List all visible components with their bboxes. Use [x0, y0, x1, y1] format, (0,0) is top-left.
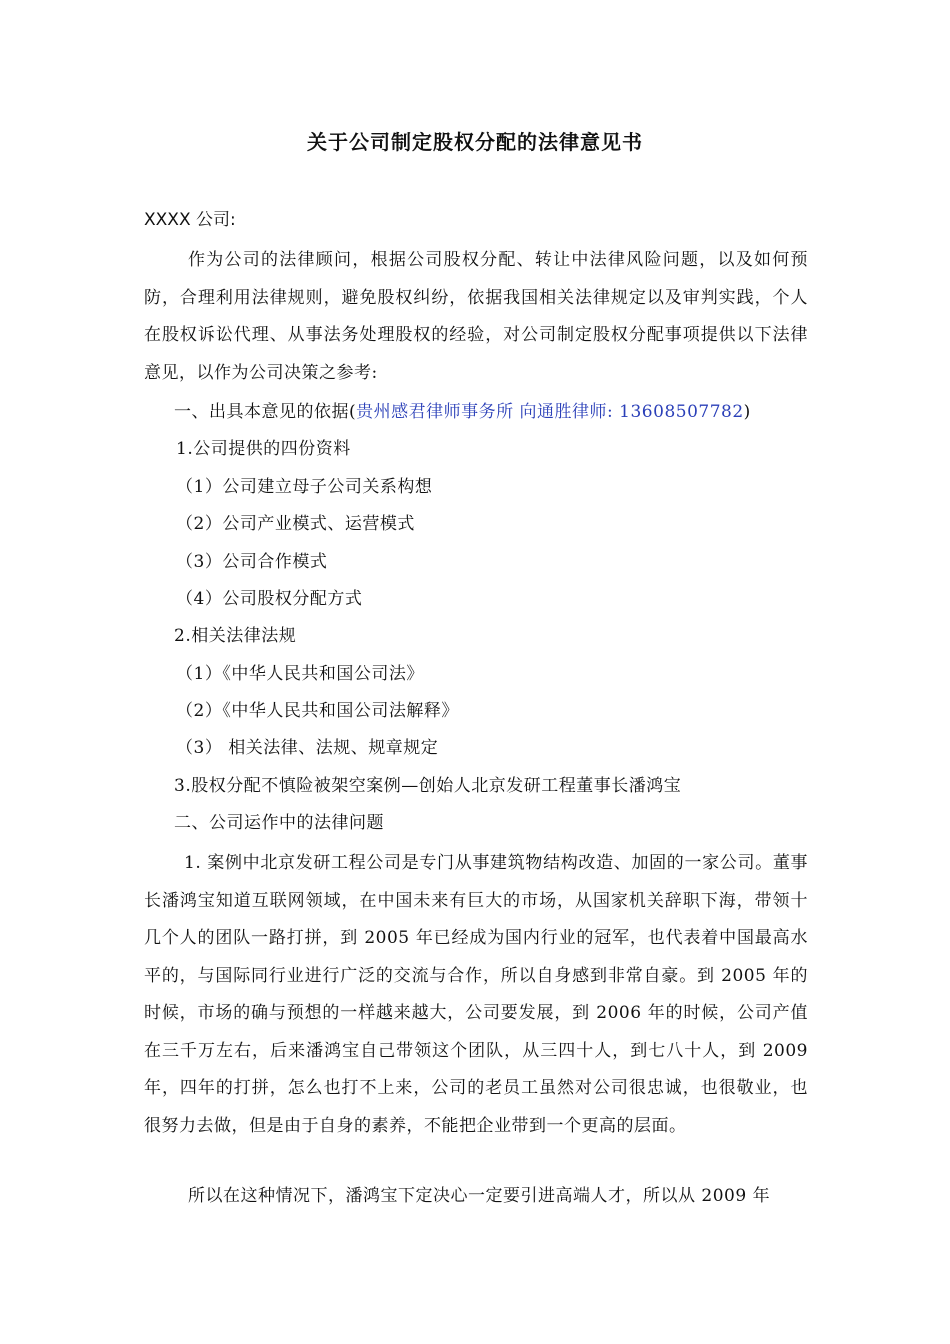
- paren-open: (: [349, 402, 357, 422]
- section1-heading-line: [174, 397, 751, 422]
- section2-heading: 二、公司运作中的法律问题: [174, 813, 384, 833]
- case-paragraph: 1. 案例中北京发研工程公司是专门从事建筑物结构改造、加固的一家公司。董事长潘鸿宝知道互联网领域，在中国未来有巨大的市场，从国家机关辞职下海，带领十几个人的团队一路打拼，到 2005 年已经成为国内行业的冠军，也代表着中国最高水平的，与国际同行业进行广泛的交流与合作，所以自身感到非常自豪。到 2005 年的时候，市场的确与预想的一样越来越大，公司要发展，到 2006 年的时候，公司产值在三千万左右，后来潘鸿宝自己带领这个团队，从三四十人，到七八十人，到 2009 年，四年的打拼，怎么也打不上来，公司的老员工虽然对公司很忠诚，也很敬业，也很努力去做，但是由于自身的素养，不能把企业带到一个更高的层面。: [144, 853, 808, 1136]
- basis-sub-item: （3）公司合作模式: [176, 552, 328, 572]
- addressee: XXXX 公司:: [144, 210, 236, 230]
- basis-item-2: 2.相关法律法规: [174, 626, 297, 646]
- case-paragraph-continued: 所以在这种情况下，潘鸿宝下定决心一定要引进高端人才，所以从 2009 年: [188, 1186, 771, 1206]
- section1-heading: 一、出具本意见的依据: [174, 402, 349, 422]
- law-firm-contact: 贵州感君律师事务所 向通胜律师: 13608507782: [356, 402, 744, 422]
- basis-sub-item: （1）公司建立母子公司关系构想: [176, 477, 433, 497]
- law-sub-item: （2）《中华人民共和国公司法解释》: [176, 701, 459, 721]
- document-title: 关于公司制定股权分配的法律意见书: [307, 130, 643, 154]
- law-sub-item: （3） 相关法律、法规、规章规定: [176, 738, 439, 758]
- intro-paragraph: 作为公司的法律顾问，根据公司股权分配、转让中法律风险问题，以及如何预防，合理利用法律规则，避免股权纠纷，依据我国相关法律规定以及审判实践，个人在股权诉讼代理、从事法务处理股权的经验，对公司制定股权分配事项提供以下法律意见，以作为公司决策之参考:: [144, 250, 808, 383]
- paren-close: ): [743, 402, 751, 422]
- law-sub-item: （1）《中华人民共和国公司法》: [176, 664, 424, 684]
- basis-item-3: 3.股权分配不慎险被架空案例—创始人北京发研工程董事长潘鸿宝: [174, 776, 682, 796]
- basis-sub-item: （2）公司产业模式、运营模式: [176, 514, 415, 534]
- basis-sub-item: （4）公司股权分配方式: [176, 589, 363, 609]
- basis-item-1: 1.公司提供的四份资料: [176, 439, 351, 459]
